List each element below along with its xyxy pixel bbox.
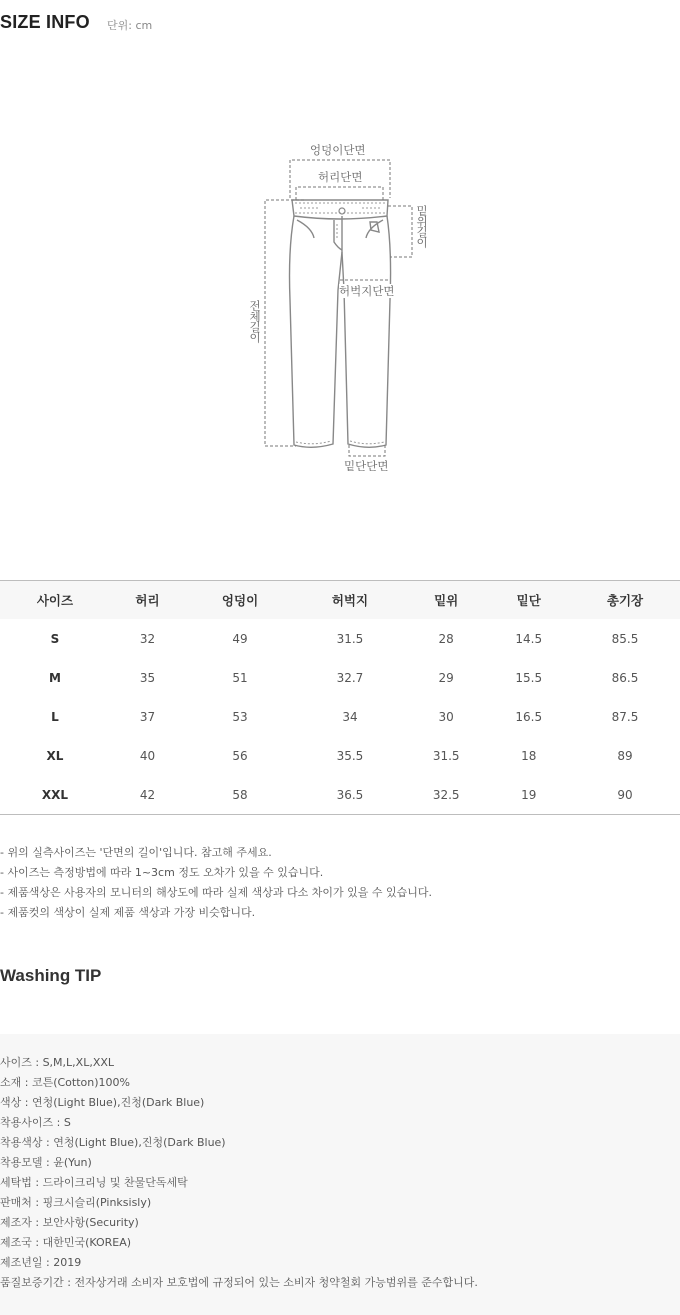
note-line: - 사이즈는 측정방법에 따라 1~3cm 정도 오차가 있을 수 있습니다. bbox=[0, 866, 324, 879]
info-item: 품질보증기간 : 전자상거래 소비자 보호법에 규정되어 있는 소비자 청약철회 가능범위를 준수합니다. bbox=[0, 1276, 478, 1289]
col-rise: 밑위 bbox=[405, 581, 488, 620]
thigh-label: 허벅지단면 bbox=[339, 284, 395, 298]
note-line: - 위의 실측사이즈는 '단면의 길이'입니다. 참고해 주세요. bbox=[0, 846, 272, 859]
table-cell: 36.5 bbox=[295, 775, 405, 815]
table-cell: 42 bbox=[110, 775, 185, 815]
table-cell: 29 bbox=[438, 670, 454, 685]
table-row bbox=[0, 697, 680, 736]
table-cell: 35 bbox=[139, 670, 156, 685]
table-cell: 35.5 bbox=[336, 748, 364, 763]
table-cell: 28 bbox=[438, 631, 454, 646]
size-notes bbox=[0, 843, 432, 923]
table-cell: 18 bbox=[521, 748, 537, 763]
table-cell: 19 bbox=[487, 775, 570, 815]
table-cell: 31.5 bbox=[336, 631, 364, 646]
table-cell: 85.5 bbox=[611, 631, 639, 646]
hem-label: 밑단단면 bbox=[344, 459, 389, 473]
rise-label: 밑위길이 bbox=[415, 205, 429, 247]
table-cell: 30 bbox=[438, 709, 454, 724]
table-cell: XL bbox=[46, 748, 64, 763]
table-cell: 40 bbox=[139, 748, 156, 763]
hip-label: 엉덩이단면 bbox=[310, 143, 366, 157]
page-title: SIZE INFO bbox=[0, 12, 90, 32]
table-cell: 14.5 bbox=[515, 631, 543, 646]
table-cell: 86.5 bbox=[611, 670, 639, 685]
size-table bbox=[0, 580, 680, 815]
note-line: - 제품컷의 색상이 실제 제품 색상과 가장 비슷합니다. bbox=[0, 906, 256, 919]
table-row bbox=[0, 658, 680, 697]
product-info-list bbox=[0, 1034, 680, 1293]
table-cell: 16.5 bbox=[515, 709, 543, 724]
table-cell: 32 bbox=[139, 631, 156, 646]
pants-illustration bbox=[230, 140, 450, 485]
waist-label: 허리단면 bbox=[318, 170, 363, 184]
table-cell: 49 bbox=[232, 631, 248, 646]
table-cell: 31.5 bbox=[432, 748, 460, 763]
col-thigh: 허벅지 bbox=[295, 581, 405, 620]
note-line: - 제품색상은 사용자의 모니터의 해상도에 따라 실제 색상과 다소 차이가 있을 수 있습니다. bbox=[0, 886, 432, 899]
info-item: 착용모델 : 윤(Yun) bbox=[0, 1156, 92, 1169]
col-total-length: 총기장 bbox=[570, 581, 680, 620]
table-cell: S bbox=[50, 631, 60, 646]
col-hip: 엉덩이 bbox=[185, 581, 295, 620]
table-cell: 15.5 bbox=[515, 670, 543, 685]
info-item: 세탁법 : 드라이크리닝 및 찬물단독세탁 bbox=[0, 1176, 188, 1189]
table-cell: 87.5 bbox=[611, 709, 639, 724]
table-header-row bbox=[0, 581, 680, 620]
table-cell: XXL bbox=[0, 775, 110, 815]
col-size: 사이즈 bbox=[0, 581, 110, 620]
product-info-panel bbox=[0, 1034, 680, 1315]
table-row bbox=[0, 619, 680, 658]
col-hem: 밑단 bbox=[487, 581, 570, 620]
info-item: 제조국 : 대한민국(KOREA) bbox=[0, 1236, 132, 1249]
table-cell: 34 bbox=[342, 709, 358, 724]
total-length-label: 전체길이 bbox=[248, 300, 262, 342]
table-row bbox=[0, 736, 680, 775]
table-cell: 53 bbox=[232, 709, 248, 724]
table-cell: 90 bbox=[570, 775, 680, 815]
info-item: 판매처 : 핑크시슬리(Pinksisly) bbox=[0, 1196, 152, 1209]
table-cell: 58 bbox=[185, 775, 295, 815]
col-waist: 허리 bbox=[110, 581, 185, 620]
info-item: 소재 : 코튼(Cotton)100% bbox=[0, 1076, 130, 1089]
info-item: 착용사이즈 : S bbox=[0, 1116, 71, 1129]
table-cell: L bbox=[51, 709, 59, 724]
info-item: 착용색상 : 연청(Light Blue),진청(Dark Blue) bbox=[0, 1136, 226, 1149]
info-item: 사이즈 : S,M,L,XL,XXL bbox=[0, 1056, 115, 1069]
unit-label: 단위: cm bbox=[107, 19, 153, 32]
washing-tip-title: Washing TIP bbox=[0, 966, 102, 985]
table-cell: 89 bbox=[617, 748, 633, 763]
table-cell: 56 bbox=[232, 748, 248, 763]
info-item: 색상 : 연청(Light Blue),진청(Dark Blue) bbox=[0, 1096, 205, 1109]
pants-diagram bbox=[230, 140, 450, 485]
table-cell: 51 bbox=[232, 670, 248, 685]
table-cell: M bbox=[48, 670, 61, 685]
table-row bbox=[0, 775, 680, 815]
table-cell: 37 bbox=[139, 709, 156, 724]
table-cell: 32.7 bbox=[336, 670, 364, 685]
table-cell: 32.5 bbox=[405, 775, 488, 815]
info-item: 제조년일 : 2019 bbox=[0, 1256, 82, 1269]
info-item: 제조자 : 보안사항(Security) bbox=[0, 1216, 139, 1229]
